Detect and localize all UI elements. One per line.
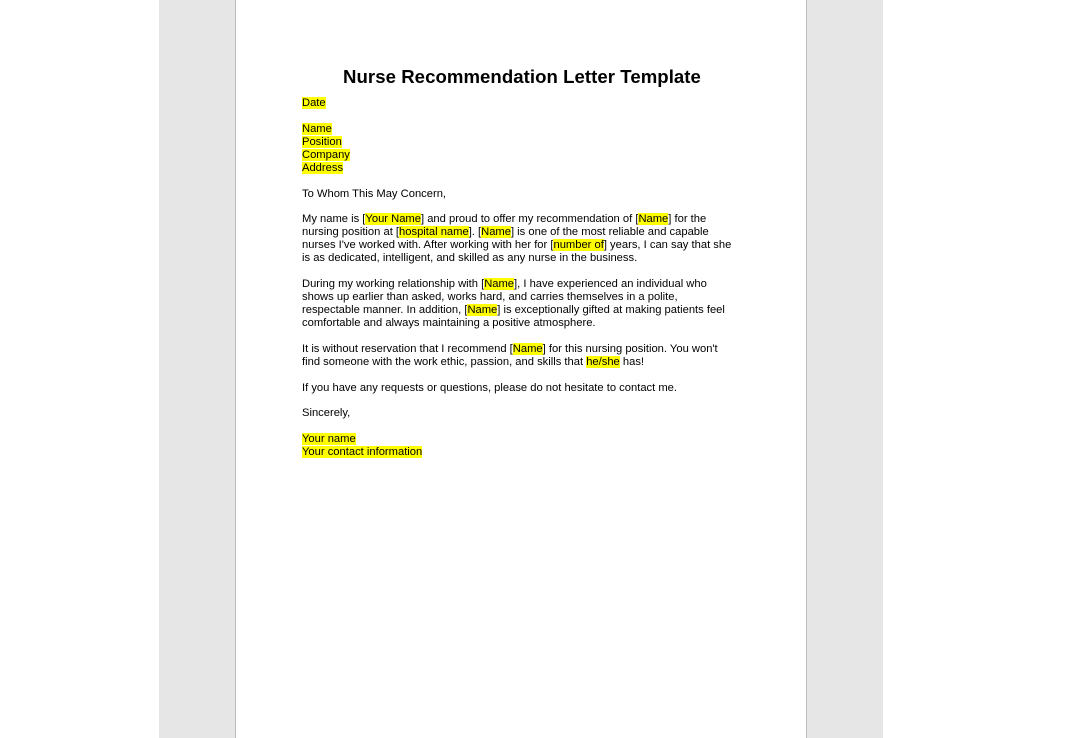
closing: Sincerely,	[302, 407, 351, 420]
candidate-name-placeholder: Name	[467, 303, 498, 316]
signature-contact-placeholder: Your contact information	[302, 446, 423, 459]
recipient-company-placeholder: Company	[302, 148, 350, 161]
recipient-address-placeholder: Address	[302, 161, 344, 174]
salutation: To Whom This May Concern,	[302, 187, 447, 200]
signature-name-placeholder: Your name	[302, 433, 356, 446]
document-page	[235, 0, 807, 738]
letter-content	[302, 66, 742, 472]
hospital-name-placeholder: hospital name	[399, 226, 469, 239]
your-name-placeholder: Your Name	[365, 213, 421, 226]
paragraph-experience: During my working relationship with [Name], I have experienced an individual who shows up earlier than asked, works hard, and carries themselves in a polite, respectable manner. In addition, [Name] is exceptionally gifted at making patients feel comfortable and always maintaining a positive atmosphere.	[302, 278, 725, 329]
left-gutter	[159, 0, 235, 738]
date-placeholder: Date	[302, 97, 326, 109]
recipient-position-placeholder: Position	[302, 135, 342, 148]
candidate-name-placeholder: Name	[481, 226, 511, 239]
recipient-name-placeholder: Name	[302, 122, 332, 135]
candidate-name-placeholder: Name	[512, 342, 543, 355]
years-placeholder: number of	[553, 239, 604, 252]
pronoun-placeholder: he/she	[586, 355, 620, 368]
date-block	[302, 97, 742, 110]
paragraph-contact: If you have any requests or questions, please do not hesitate to contact me.	[302, 381, 678, 394]
signature-block	[302, 433, 742, 459]
candidate-name-placeholder: Name	[484, 278, 515, 291]
recipient-block	[302, 123, 742, 175]
paragraph-recommendation: It is without reservation that I recommend [Name] for this nursing position. You won't find someone with the work ethic, passion, and skills that he/she has!	[302, 342, 718, 368]
paragraph-intro: My name is [Your Name] and proud to offer my recommendation of [Name] for the nursing position at [hospital name]. [Name] is one of the most reliable and capable nurses I've worked with. After working with her for [number of] years, I can say that she is as dedicated, intelligent, and skilled as any nurse in the business.	[302, 213, 732, 265]
letter-title: Nurse Recommendation Letter Template	[343, 66, 701, 87]
right-gutter	[807, 0, 883, 738]
candidate-name-placeholder: Name	[638, 213, 669, 226]
